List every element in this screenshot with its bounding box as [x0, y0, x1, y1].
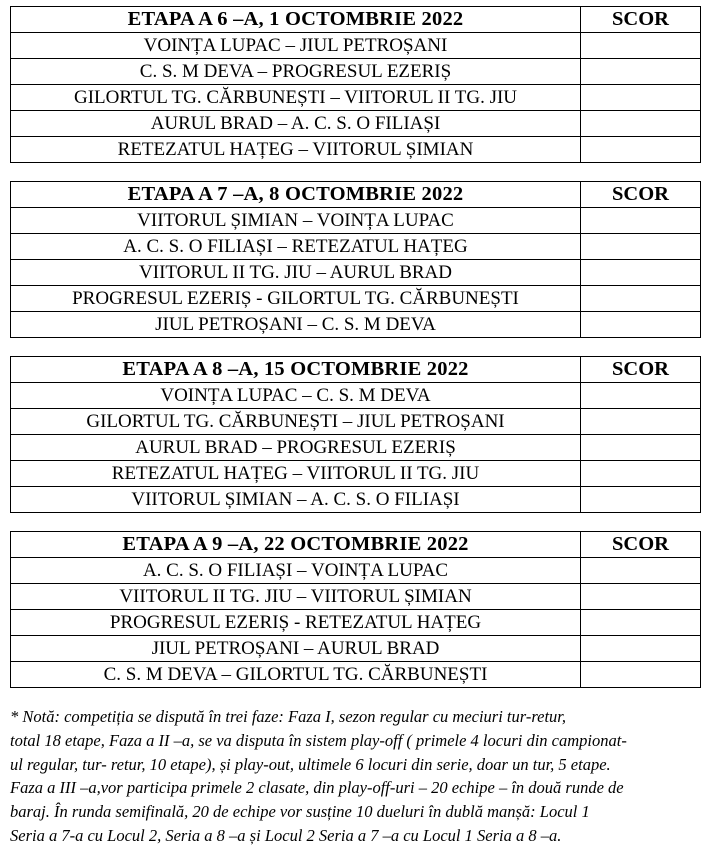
competition-note	[10, 706, 700, 848]
table-row	[11, 662, 701, 688]
match-label: A. C. S. O FILIAȘI – RETEZATUL HAȚEG	[11, 234, 581, 260]
score-header: SCOR	[581, 182, 701, 208]
match-label: AURUL BRAD – A. C. S. O FILIAȘI	[11, 111, 581, 137]
score-cell[interactable]	[581, 234, 701, 260]
table-row	[11, 584, 701, 610]
table-row-header	[11, 532, 701, 558]
note-line: ul regular, tur- retur, 10 etape), și play-out, ultimele 6 locuri din serie, doar un tur, 5 etape.	[10, 754, 611, 774]
match-label: GILORTUL TG. CĂRBUNEȘTI – VIITORUL II TG. JIU	[11, 85, 581, 111]
match-label: PROGRESUL EZERIȘ - GILORTUL TG. CĂRBUNEȘTI	[11, 286, 581, 312]
match-label: JIUL PETROȘANI – AURUL BRAD	[11, 636, 581, 662]
table-row	[11, 33, 701, 59]
table-row-header	[11, 7, 701, 33]
table-row	[11, 435, 701, 461]
stage-table-7	[10, 181, 701, 338]
table-row-header	[11, 357, 701, 383]
score-cell[interactable]	[581, 584, 701, 610]
match-label: VOINȚA LUPAC – C. S. M DEVA	[11, 383, 581, 409]
score-cell[interactable]	[581, 662, 701, 688]
score-cell[interactable]	[581, 487, 701, 513]
table-row	[11, 636, 701, 662]
table-row	[11, 409, 701, 435]
score-cell[interactable]	[581, 312, 701, 338]
stage-title: ETAPA A 9 –A, 22 OCTOMBRIE 2022	[11, 532, 581, 558]
score-header: SCOR	[581, 357, 701, 383]
score-cell[interactable]	[581, 59, 701, 85]
match-label: A. C. S. O FILIAȘI – VOINȚA LUPAC	[11, 558, 581, 584]
match-label: AURUL BRAD – PROGRESUL EZERIȘ	[11, 435, 581, 461]
stage-table-9	[10, 531, 701, 688]
table-row	[11, 383, 701, 409]
table-row	[11, 234, 701, 260]
score-header: SCOR	[581, 7, 701, 33]
table-row	[11, 610, 701, 636]
stage-title: ETAPA A 7 –A, 8 OCTOMBRIE 2022	[11, 182, 581, 208]
match-label: VOINȚA LUPAC – JIUL PETROȘANI	[11, 33, 581, 59]
table-row	[11, 260, 701, 286]
table-row-header	[11, 182, 701, 208]
table-row	[11, 59, 701, 85]
match-label: JIUL PETROȘANI – C. S. M DEVA	[11, 312, 581, 338]
stage-table-6	[10, 6, 701, 163]
table-row	[11, 137, 701, 163]
match-label: VIITORUL ȘIMIAN – A. C. S. O FILIAȘI	[11, 487, 581, 513]
match-label: C. S. M DEVA – PROGRESUL EZERIȘ	[11, 59, 581, 85]
score-header: SCOR	[581, 532, 701, 558]
score-cell[interactable]	[581, 137, 701, 163]
note-line: * Notă: competiția se dispută în trei faze: Faza I, sezon regular cu meciuri tur-retur,	[10, 707, 567, 726]
score-cell[interactable]	[581, 558, 701, 584]
match-label: C. S. M DEVA – GILORTUL TG. CĂRBUNEȘTI	[11, 662, 581, 688]
stage-title: ETAPA A 6 –A, 1 OCTOMBRIE 2022	[11, 7, 581, 33]
score-cell[interactable]	[581, 610, 701, 636]
table-row	[11, 85, 701, 111]
table-row	[11, 111, 701, 137]
score-cell[interactable]	[581, 636, 701, 662]
score-cell[interactable]	[581, 260, 701, 286]
table-row	[11, 558, 701, 584]
match-label: VIITORUL II TG. JIU – VIITORUL ȘIMIAN	[11, 584, 581, 610]
score-cell[interactable]	[581, 208, 701, 234]
match-label: RETEZATUL HAȚEG – VIITORUL ȘIMIAN	[11, 137, 581, 163]
match-label: VIITORUL II TG. JIU – AURUL BRAD	[11, 260, 581, 286]
score-cell[interactable]	[581, 435, 701, 461]
match-label: GILORTUL TG. CĂRBUNEȘTI – JIUL PETROȘANI	[11, 409, 581, 435]
table-row	[11, 208, 701, 234]
score-cell[interactable]	[581, 461, 701, 487]
score-cell[interactable]	[581, 383, 701, 409]
score-cell[interactable]	[581, 111, 701, 137]
note-line: baraj. În runda semifinală, 20 de echipe vor susține 10 dueluri în dublă manșă: Locul 1	[10, 802, 590, 822]
table-row	[11, 286, 701, 312]
score-cell[interactable]	[581, 33, 701, 59]
match-label: RETEZATUL HAȚEG – VIITORUL II TG. JIU	[11, 461, 581, 487]
score-cell[interactable]	[581, 286, 701, 312]
table-row	[11, 487, 701, 513]
table-row	[11, 312, 701, 338]
stage-table-8	[10, 356, 701, 513]
table-row	[11, 461, 701, 487]
note-line: Faza a III –a,vor participa primele 2 clasate, din play-off-uri – 20 echipe – în două runde de	[10, 778, 624, 798]
match-label: PROGRESUL EZERIȘ - RETEZATUL HAȚEG	[11, 610, 581, 636]
score-cell[interactable]	[581, 85, 701, 111]
note-line: total 18 etape, Faza a II –a, se va disputa în sistem play-off ( primele 4 locuri din campionat-	[10, 730, 627, 750]
score-cell[interactable]	[581, 409, 701, 435]
note-line: Seria a 7-a cu Locul 2, Seria a 8 –a și Locul 2 Seria a 7 –a cu Locul 1 Seria a 8 –a.	[10, 825, 562, 845]
match-label: VIITORUL ȘIMIAN – VOINȚA LUPAC	[11, 208, 581, 234]
stage-title: ETAPA A 8 –A, 15 OCTOMBRIE 2022	[11, 357, 581, 383]
